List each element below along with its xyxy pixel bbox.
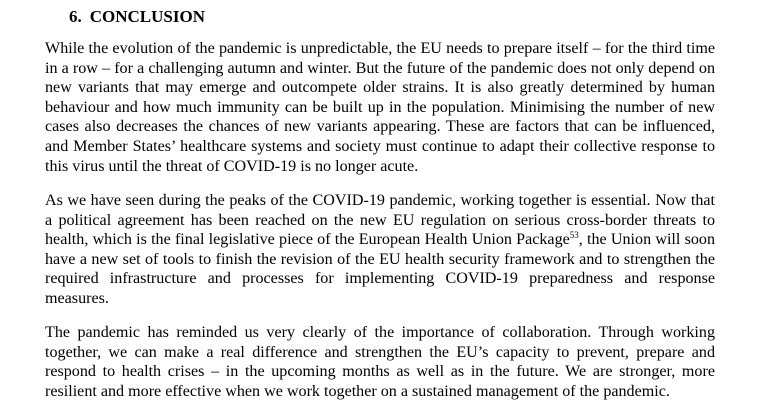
footnote-reference[interactable]: 53 bbox=[569, 230, 579, 241]
section-number: 6. bbox=[69, 7, 82, 26]
paragraph-1: While the evolution of the pandemic is unpredictable, the EU needs to prepare itself – for the third time in a row – for a challenging autumn and winter. But the future of the pandemic does not only depend on new variants that may emerge and outcompete older strains. It is also greatly determined by human behaviour and how much immunity can be built up in the population. Minimising the number of new cases also decreases the chances of new variants appearing. These are factors that can be influenced, and Member States’ healthcare systems and society must continue to adapt their collective response to this virus until the threat of COVID-19 is no longer acute. bbox=[45, 40, 715, 175]
paragraph-2-text-end: , the Union will soon have a new set of tools to finish the revision of the EU health security framework and to strengthen the required infrastructure and processes for implementing COVID-19 preparedness and response measures. bbox=[45, 231, 715, 307]
section-title: CONCLUSION bbox=[89, 7, 205, 26]
section-heading bbox=[69, 6, 205, 28]
paragraph-2 bbox=[45, 191, 715, 309]
paragraph-3: The pandemic has reminded us very clearly of the importance of collaboration. Through working together, we can make a real difference and strengthen the EU’s capacity to prevent, prepare and respond to health crises – in the upcoming months as well as in the future. We are stronger, more resilient and more effective when we work together on a sustained management of the pandemic. bbox=[45, 324, 715, 400]
paragraph-2-text-start: As we have seen during the peaks of the COVID-19 pandemic, working together is essential. Now that a political agreement has been reached on the new EU regulation on serious cross-border threats to health, which is the final legislative piece of the European Health Union Package bbox=[45, 192, 715, 249]
